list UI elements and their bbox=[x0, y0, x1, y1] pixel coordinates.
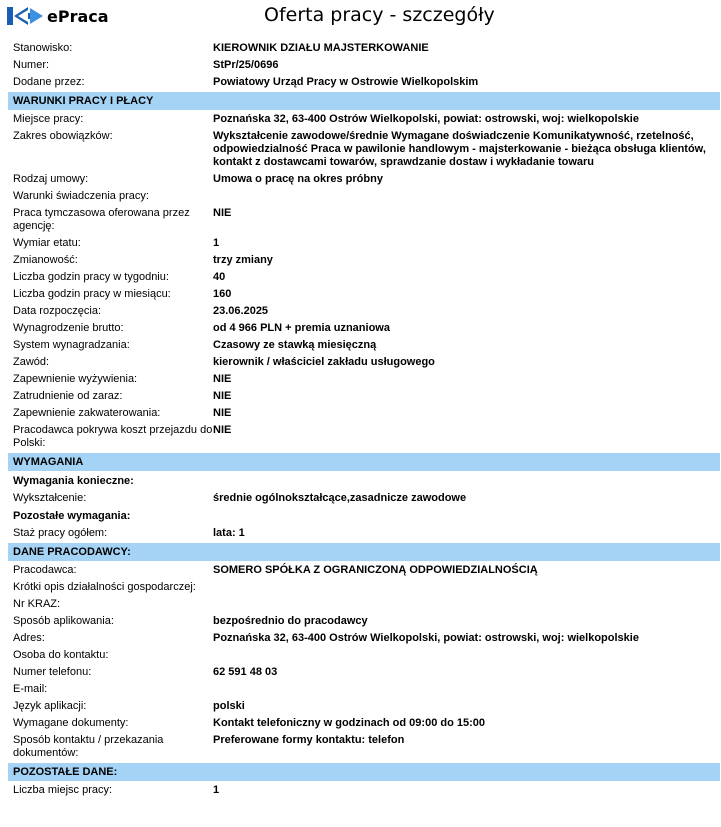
epraca-logo[interactable] bbox=[6, 4, 109, 28]
field-label: Zatrudnienie od zaraz: bbox=[13, 390, 123, 402]
detail-row bbox=[8, 171, 720, 188]
field-label: E-mail: bbox=[13, 683, 48, 695]
field-value: 23.06.2025 bbox=[213, 305, 269, 317]
detail-row bbox=[8, 188, 720, 205]
field-label: Wykształcenie: bbox=[13, 492, 87, 504]
field-value: SOMERO SPÓŁKA Z OGRANICZONĄ ODPOWIEDZIALNOŚCIĄ bbox=[213, 564, 538, 576]
field-label: Adres: bbox=[13, 632, 45, 644]
field-label: Rodzaj umowy: bbox=[13, 173, 89, 185]
detail-row bbox=[8, 715, 720, 732]
job-offer-details bbox=[8, 40, 720, 799]
wymagania-konieczne-heading: Wymagania konieczne: bbox=[13, 475, 134, 487]
detail-row bbox=[8, 337, 720, 354]
field-value bbox=[213, 190, 720, 203]
detail-row bbox=[8, 630, 720, 647]
field-value bbox=[213, 598, 720, 611]
field-value: NIE bbox=[213, 373, 232, 385]
field-value: Umowa o pracę na okres próbny bbox=[213, 173, 383, 185]
page-title: Oferta pracy - szczegóły bbox=[264, 4, 495, 26]
field-label: Zapewnienie wyżywienia: bbox=[13, 373, 138, 385]
field-label: Krótki opis działalności gospodarczej: bbox=[13, 581, 196, 593]
detail-row bbox=[8, 57, 720, 74]
field-label: Zawód: bbox=[13, 356, 50, 368]
field-label: Data rozpoczęcia: bbox=[13, 305, 102, 317]
field-value: lata: 1 bbox=[213, 527, 245, 539]
field-value: bezpośrednio do pracodawcy bbox=[213, 615, 368, 627]
detail-row bbox=[8, 613, 720, 630]
section-pracodawca-header: DANE PRACODAWCY: bbox=[8, 543, 720, 561]
field-label: Numer: bbox=[13, 59, 50, 71]
field-value: Powiatowy Urząd Pracy w Ostrowie Wielkopolskim bbox=[213, 76, 479, 88]
field-value: 40 bbox=[213, 271, 226, 283]
field-value: KIEROWNIK DZIAŁU MAJSTERKOWANIE bbox=[213, 42, 429, 54]
detail-row bbox=[8, 303, 720, 320]
detail-row bbox=[8, 235, 720, 252]
field-value: NIE bbox=[213, 390, 232, 402]
field-label: Dodane przez: bbox=[13, 76, 85, 88]
detail-row bbox=[8, 681, 720, 698]
field-label: Sposób kontaktu / przekazania dokumentów: bbox=[13, 734, 164, 759]
detail-row bbox=[8, 354, 720, 371]
field-label: Warunki świadczenia pracy: bbox=[13, 190, 149, 202]
detail-row bbox=[8, 782, 720, 799]
detail-row bbox=[8, 422, 720, 452]
section-pozostale-header: POZOSTAŁE DANE: bbox=[8, 763, 720, 781]
detail-row bbox=[8, 286, 720, 303]
field-label: Pracodawca: bbox=[13, 564, 77, 576]
field-value: 160 bbox=[213, 288, 232, 300]
field-value: Preferowane formy kontaktu: telefon bbox=[213, 734, 405, 746]
field-value: polski bbox=[213, 700, 245, 712]
field-label: Stanowisko: bbox=[13, 42, 73, 54]
field-value: Poznańska 32, 63-400 Ostrów Wielkopolski, powiat: ostrowski, woj: wielkopolskie bbox=[213, 632, 639, 644]
field-label: Zapewnienie zakwaterowania: bbox=[13, 407, 161, 419]
field-label: Liczba miejsc pracy: bbox=[13, 784, 113, 796]
wymagania-konieczne-list bbox=[8, 490, 720, 507]
detail-row bbox=[8, 647, 720, 664]
field-label: Zakres obowiązków: bbox=[13, 130, 113, 142]
basic-info bbox=[8, 40, 720, 91]
field-label: Język aplikacji: bbox=[13, 700, 87, 712]
field-value: średnie ogólnokształcące,zasadnicze zawodowe bbox=[213, 492, 467, 504]
field-value: NIE bbox=[213, 207, 232, 219]
warunki-list bbox=[8, 111, 720, 452]
detail-row bbox=[8, 698, 720, 715]
pracodawca-list bbox=[8, 562, 720, 762]
field-value: kierownik / właściciel zakładu usługowego bbox=[213, 356, 435, 368]
field-value: NIE bbox=[213, 407, 232, 419]
field-label: Osoba do kontaktu: bbox=[13, 649, 109, 661]
field-value: Kontakt telefoniczny w godzinach od 09:00 do 15:00 bbox=[213, 717, 485, 729]
detail-row bbox=[8, 405, 720, 422]
epraca-logo-icon bbox=[6, 5, 44, 27]
detail-row bbox=[8, 596, 720, 613]
field-label: Wymiar etatu: bbox=[13, 237, 81, 249]
detail-row bbox=[8, 562, 720, 579]
field-label: Pracodawca pokrywa koszt przejazdu do Polski: bbox=[13, 424, 213, 449]
pozostale-list bbox=[8, 782, 720, 799]
field-label: Wynagrodzenie brutto: bbox=[13, 322, 124, 334]
field-label: Praca tymczasowa oferowana przez agencję: bbox=[13, 207, 190, 232]
detail-row bbox=[8, 490, 720, 507]
field-label: Wymagane dokumenty: bbox=[13, 717, 129, 729]
field-label: Zmianowość: bbox=[13, 254, 78, 266]
logo-text: ePraca bbox=[47, 6, 109, 26]
wymagania-pozostale-list bbox=[8, 525, 720, 542]
field-value: od 4 966 PLN + premia uznaniowa bbox=[213, 322, 390, 334]
section-wymagania-header: WYMAGANIA bbox=[8, 453, 720, 471]
detail-row bbox=[8, 664, 720, 681]
detail-row bbox=[8, 252, 720, 269]
field-label: Numer telefonu: bbox=[13, 666, 92, 678]
detail-row bbox=[8, 40, 720, 57]
detail-row bbox=[8, 320, 720, 337]
detail-row bbox=[8, 269, 720, 286]
detail-row bbox=[8, 128, 720, 171]
field-value: 1 bbox=[213, 237, 220, 249]
field-value bbox=[213, 649, 720, 662]
detail-row bbox=[8, 205, 720, 235]
field-label: Nr KRAZ: bbox=[13, 598, 61, 610]
detail-row bbox=[8, 74, 720, 91]
page-header bbox=[0, 0, 721, 36]
field-value bbox=[213, 581, 720, 594]
detail-row bbox=[8, 371, 720, 388]
detail-row bbox=[8, 525, 720, 542]
field-value: trzy zmiany bbox=[213, 254, 273, 266]
field-value bbox=[213, 683, 720, 696]
field-value: StPr/25/0696 bbox=[213, 59, 279, 71]
wymagania-pozostale-heading: Pozostałe wymagania: bbox=[13, 510, 131, 522]
field-value: 1 bbox=[213, 784, 220, 796]
field-value: 62 591 48 03 bbox=[213, 666, 278, 678]
detail-row bbox=[8, 388, 720, 405]
field-value: Poznańska 32, 63-400 Ostrów Wielkopolski, powiat: ostrowski, woj: wielkopolskie bbox=[213, 113, 639, 125]
field-label: Liczba godzin pracy w miesiącu: bbox=[13, 288, 171, 300]
field-label: Sposób aplikowania: bbox=[13, 615, 114, 627]
field-label: System wynagradzania: bbox=[13, 339, 130, 351]
field-label: Miejsce pracy: bbox=[13, 113, 84, 125]
field-value: Czasowy ze stawką miesięczną bbox=[213, 339, 377, 351]
detail-row bbox=[8, 732, 720, 762]
detail-row bbox=[8, 579, 720, 596]
field-label: Liczba godzin pracy w tygodniu: bbox=[13, 271, 169, 283]
field-value: Wykształcenie zawodowe/średnie Wymagane doświadczenie Komunikatywność, rzetelność, odpowiedzialność Praca w pawilonie handlowym - majsterkowanie - bieżąca obsługa klientów, kontakt z dostawcami towarów, sprawdzanie dostaw i wykładanie towaru bbox=[213, 130, 706, 168]
detail-row bbox=[8, 111, 720, 128]
field-value: NIE bbox=[213, 424, 232, 436]
field-label: Staż pracy ogółem: bbox=[13, 527, 108, 539]
section-warunki-header: WARUNKI PRACY I PŁACY bbox=[8, 92, 720, 110]
